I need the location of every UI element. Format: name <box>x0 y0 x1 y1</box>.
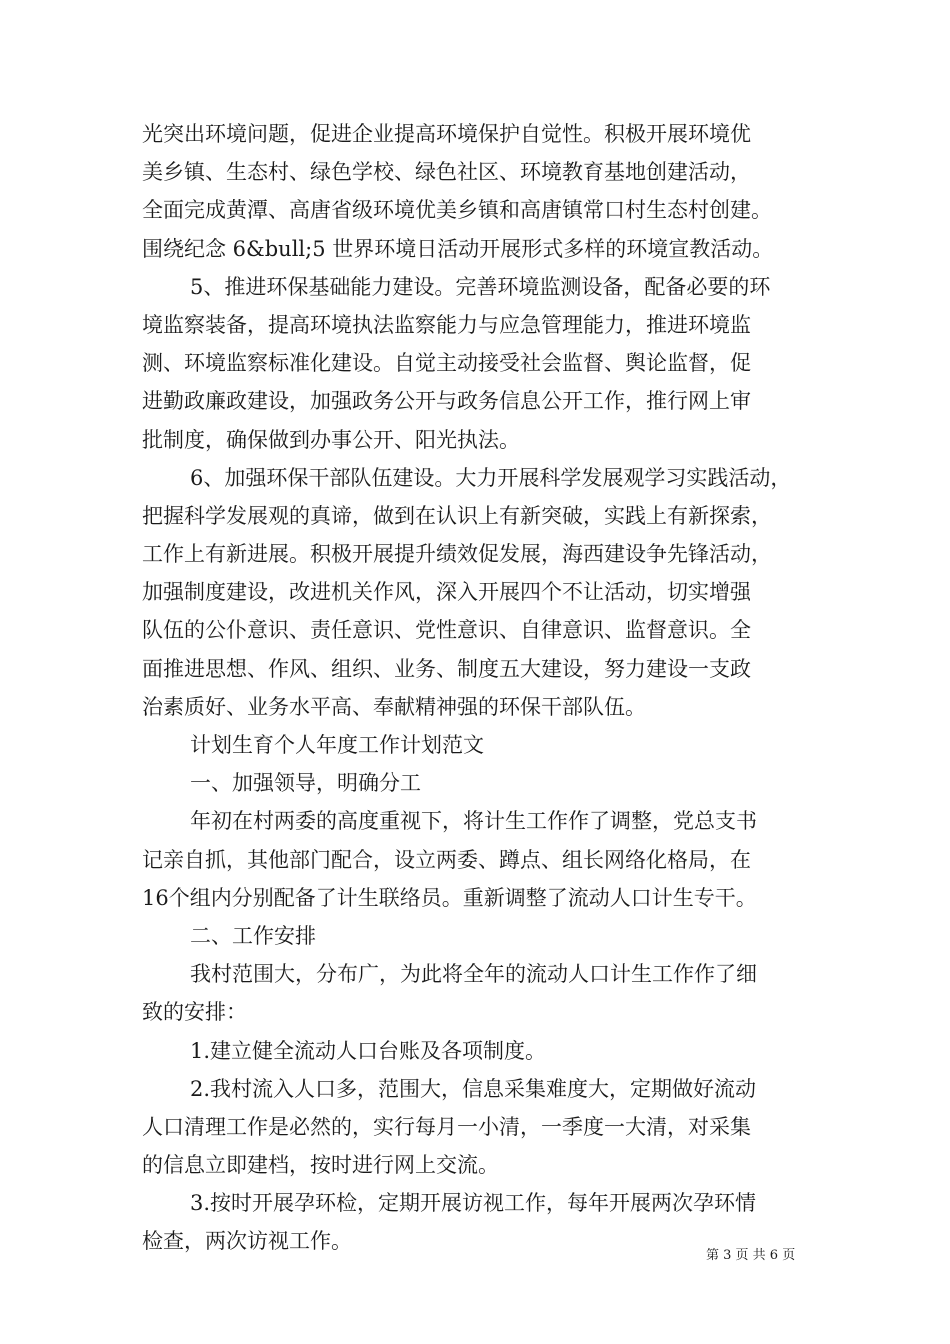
text-line: 加强制度建设，改进机关作风，深入开展四个不让活动，切实增强 <box>142 580 751 605</box>
list-item-2: 2.我村流入人口多，范围大，信息采集难度大，定期做好流动 <box>190 1076 757 1101</box>
text-line: 境监察装备，提高环境执法监察能力与应急管理能力，推进环境监 <box>142 312 751 337</box>
text-line: 批制度，确保做到办事公开、阳光执法。 <box>142 427 520 452</box>
text-line: 16个组内分别配备了计生联络员。重新调整了流动人口计生专干。 <box>142 885 757 910</box>
text-line: 记亲自抓，其他部门配合，设立两委、蹲点、组长网络化格局，在 <box>142 847 751 872</box>
text-line: 测、环境监察标准化建设。自觉主动接受社会监督、舆论监督，促 <box>142 351 751 376</box>
paragraph-5-start: 5、推进环保基础能力建设。完善环境监测设备，配备必要的环 <box>190 274 771 299</box>
paragraph-start: 我村范围大，分布广，为此将全年的流动人口计生工作作了细 <box>190 962 757 987</box>
paragraph-6-start: 6、加强环保干部队伍建设。大力开展科学发展观学习实践活动， <box>190 465 792 490</box>
text-line: 全面完成黄潭、高唐省级环境优美乡镇和高唐镇常口村生态村创建。 <box>142 198 772 223</box>
heading-two: 二、工作安排 <box>190 923 316 948</box>
section-title: 计划生育个人年度工作计划范文 <box>190 733 484 757</box>
text-line: 检查，两次访视工作。 <box>142 1229 352 1254</box>
text-line: 致的安排： <box>142 1000 247 1025</box>
text-line: 面推进思想、作风、组织、业务、制度五大建设，努力建设一支政 <box>142 656 751 681</box>
text-line: 治素质好、业务水平高、奉献精神强的环保干部队伍。 <box>142 694 646 719</box>
text-line: 人口清理工作是必然的，实行每月一小清，一季度一大清，对采集 <box>142 1114 751 1139</box>
document-body <box>142 115 812 1261</box>
page-number-footer: 第 3 页 共 6 页 <box>706 1248 796 1263</box>
text-line: 的信息立即建档，按时进行网上交流。 <box>142 1153 499 1178</box>
paragraph-start: 年初在村两委的高度重视下，将计生工作作了调整，党总支书 <box>190 809 757 834</box>
text-line: 进勤政廉政建设，加强政务公开与政务信息公开工作，推行网上审 <box>142 389 751 414</box>
list-item-1: 1.建立健全流动人口台账及各项制度。 <box>190 1038 547 1063</box>
list-item-3: 3.按时开展孕环检，定期开展访视工作，每年开展两次孕环情 <box>190 1191 757 1216</box>
text-line: 把握科学发展观的真谛，做到在认识上有新突破，实践上有新探索， <box>142 503 772 528</box>
text-line: 工作上有新进展。积极开展提升绩效促发展，海西建设争先锋活动， <box>142 542 772 567</box>
text-line: 光突出环境问题，促进企业提高环境保护自觉性。积极开展环境优 <box>142 122 751 146</box>
text-line: 队伍的公仆意识、责任意识、党性意识、自律意识、监督意识。全 <box>142 618 751 643</box>
heading-one: 一、加强领导，明确分工 <box>190 771 421 796</box>
text-line: 围绕纪念 6&bull;5 世界环境日活动开展形式多样的环境宣教活动。 <box>142 236 774 261</box>
text-line: 美乡镇、生态村、绿色学校、绿色社区、环境教育基地创建活动， <box>142 160 751 185</box>
